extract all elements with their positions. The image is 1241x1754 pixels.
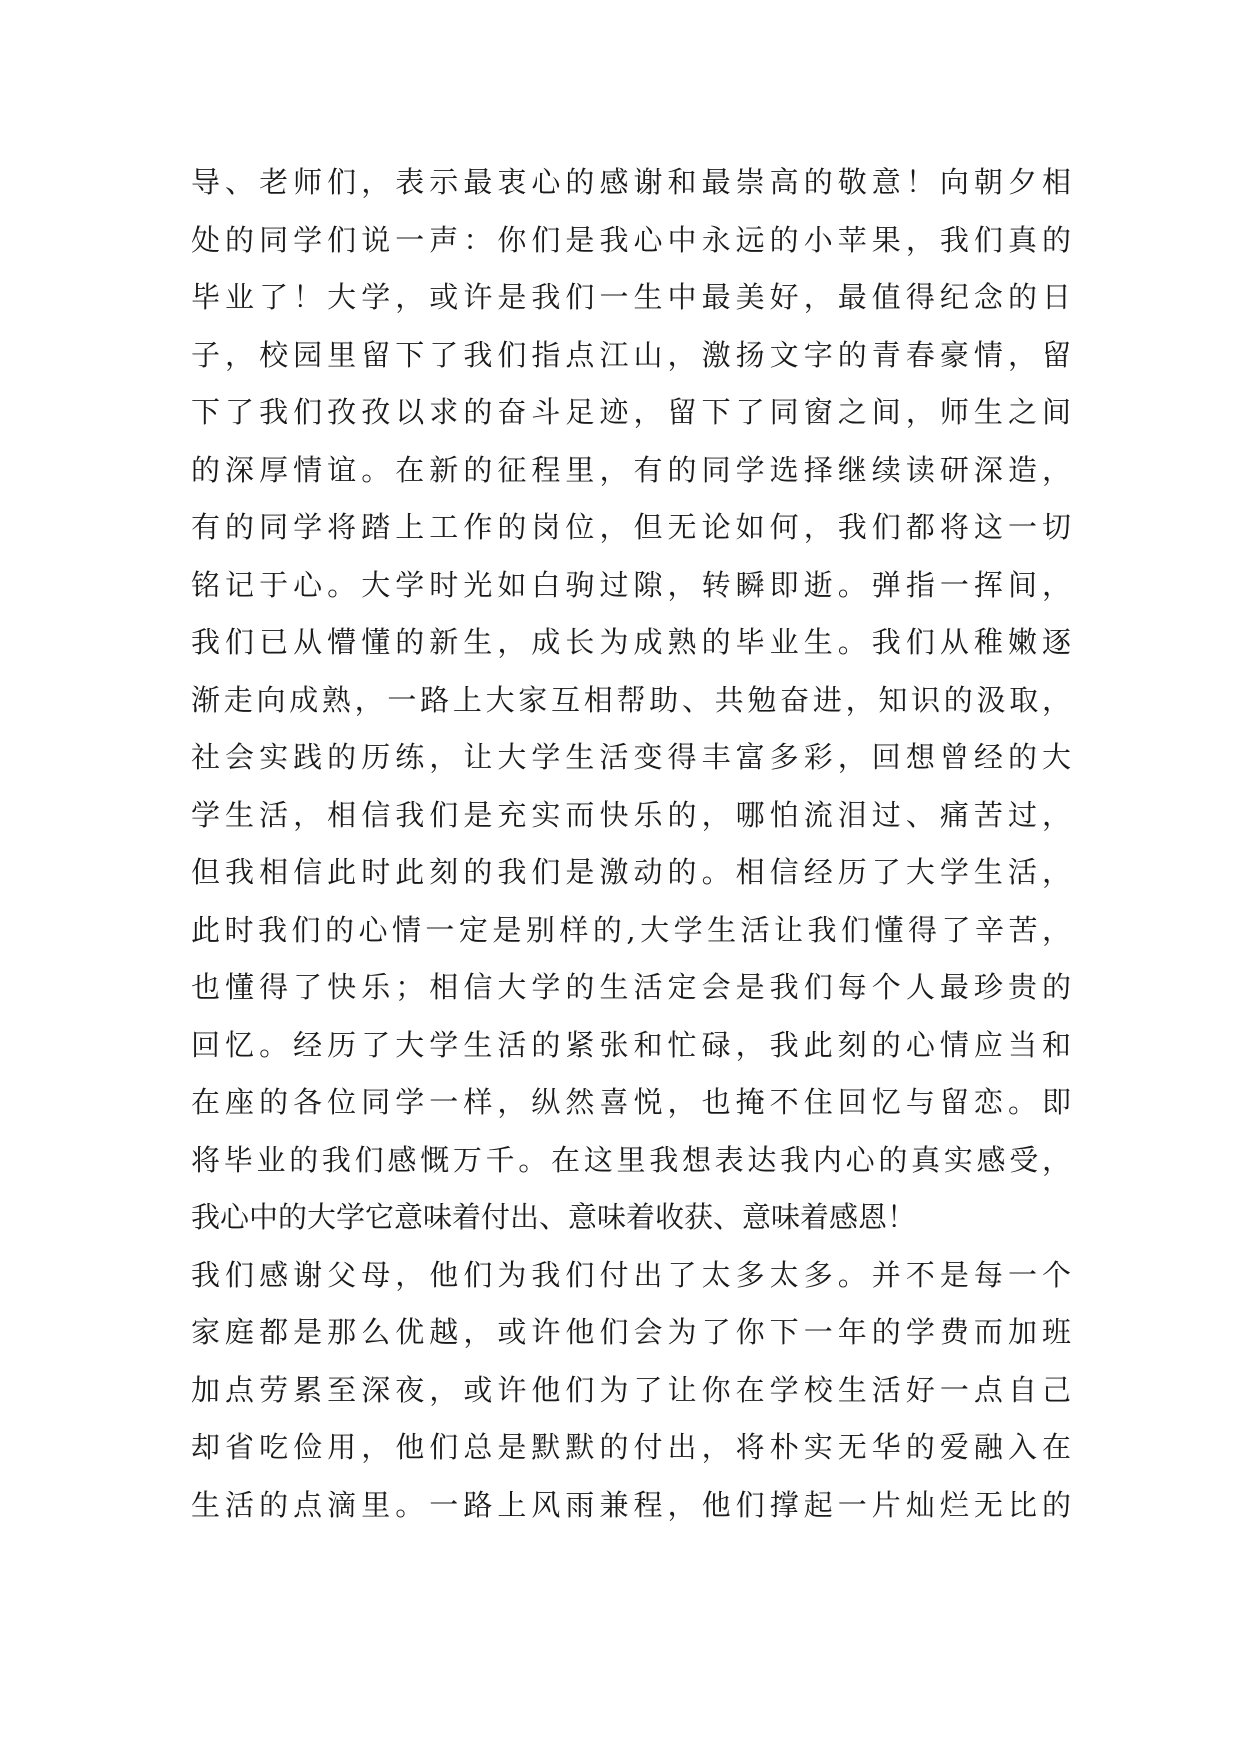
text-line: 下了我们孜孜以求的奋斗足迹，留下了同窗之间，师生之间 [191, 395, 1071, 429]
text-line: 子，校园里留下了我们指点江山，激扬文字的青春豪情，留 [191, 337, 1071, 372]
text-line: 但我相信此时此刻的我们是激动的。相信经历了大学生活， [191, 855, 1071, 889]
text-line: 我们已从懵懂的新生，成长为成熟的毕业生。我们从稚嫩逐 [191, 625, 1071, 659]
text-line: 毕业了！大学，或许是我们一生中最美好，最值得纪念的日 [191, 280, 1071, 314]
text-line: 我心中的大学它意味着付出、意味着收获、意味着感恩！ [191, 1200, 917, 1234]
text-line: 的深厚情谊。在新的征程里，有的同学选择继续读研深造， [191, 452, 1071, 487]
text-line: 社会实践的历练，让大学生活变得丰富多彩，回想曾经的大 [191, 740, 1071, 774]
text-line: 却省吃俭用，他们总是默默的付出，将朴实无华的爱融入在 [191, 1430, 1071, 1464]
text-line: 加点劳累至深夜，或许他们为了让你在学校生活好一点自己 [191, 1372, 1071, 1407]
body-text [191, 154, 1071, 1534]
text-line: 生活的点滴里。一路上风雨兼程，他们撑起一片灿烂无比的 [191, 1487, 1071, 1522]
text-line: 在座的各位同学一样，纵然喜悦，也掩不住回忆与留恋。即 [191, 1085, 1071, 1119]
text-line: 有的同学将踏上工作的岗位，但无论如何，我们都将这一切 [191, 510, 1071, 544]
text-line: 也懂得了快乐；相信大学的生活定会是我们每个人最珍贵的 [191, 970, 1071, 1004]
text-line: 回忆。经历了大学生活的紧张和忙碌，我此刻的心情应当和 [191, 1027, 1071, 1062]
text-line: 渐走向成熟，一路上大家互相帮助、共勉奋进，知识的汲取， [191, 682, 1071, 717]
text-line: 铭记于心。大学时光如白驹过隙，转瞬即逝。弹指一挥间， [191, 567, 1071, 602]
text-line: 我们感谢父母，他们为我们付出了太多太多。并不是每一个 [191, 1257, 1071, 1292]
text-line: 将毕业的我们感慨万千。在这里我想表达我内心的真实感受， [191, 1142, 1071, 1177]
text-line: 此时我们的心情一定是别样的,大学生活让我们懂得了辛苦， [191, 912, 1071, 947]
text-line: 导、老师们，表示最衷心的感谢和最崇高的敬意！向朝夕相 [191, 165, 1071, 199]
text-line: 家庭都是那么优越，或许他们会为了你下一年的学费而加班 [191, 1315, 1071, 1349]
text-line: 学生活，相信我们是充实而快乐的，哪怕流泪过、痛苦过， [191, 797, 1071, 832]
text-line: 处的同学们说一声：你们是我心中永远的小苹果，我们真的 [191, 222, 1071, 257]
